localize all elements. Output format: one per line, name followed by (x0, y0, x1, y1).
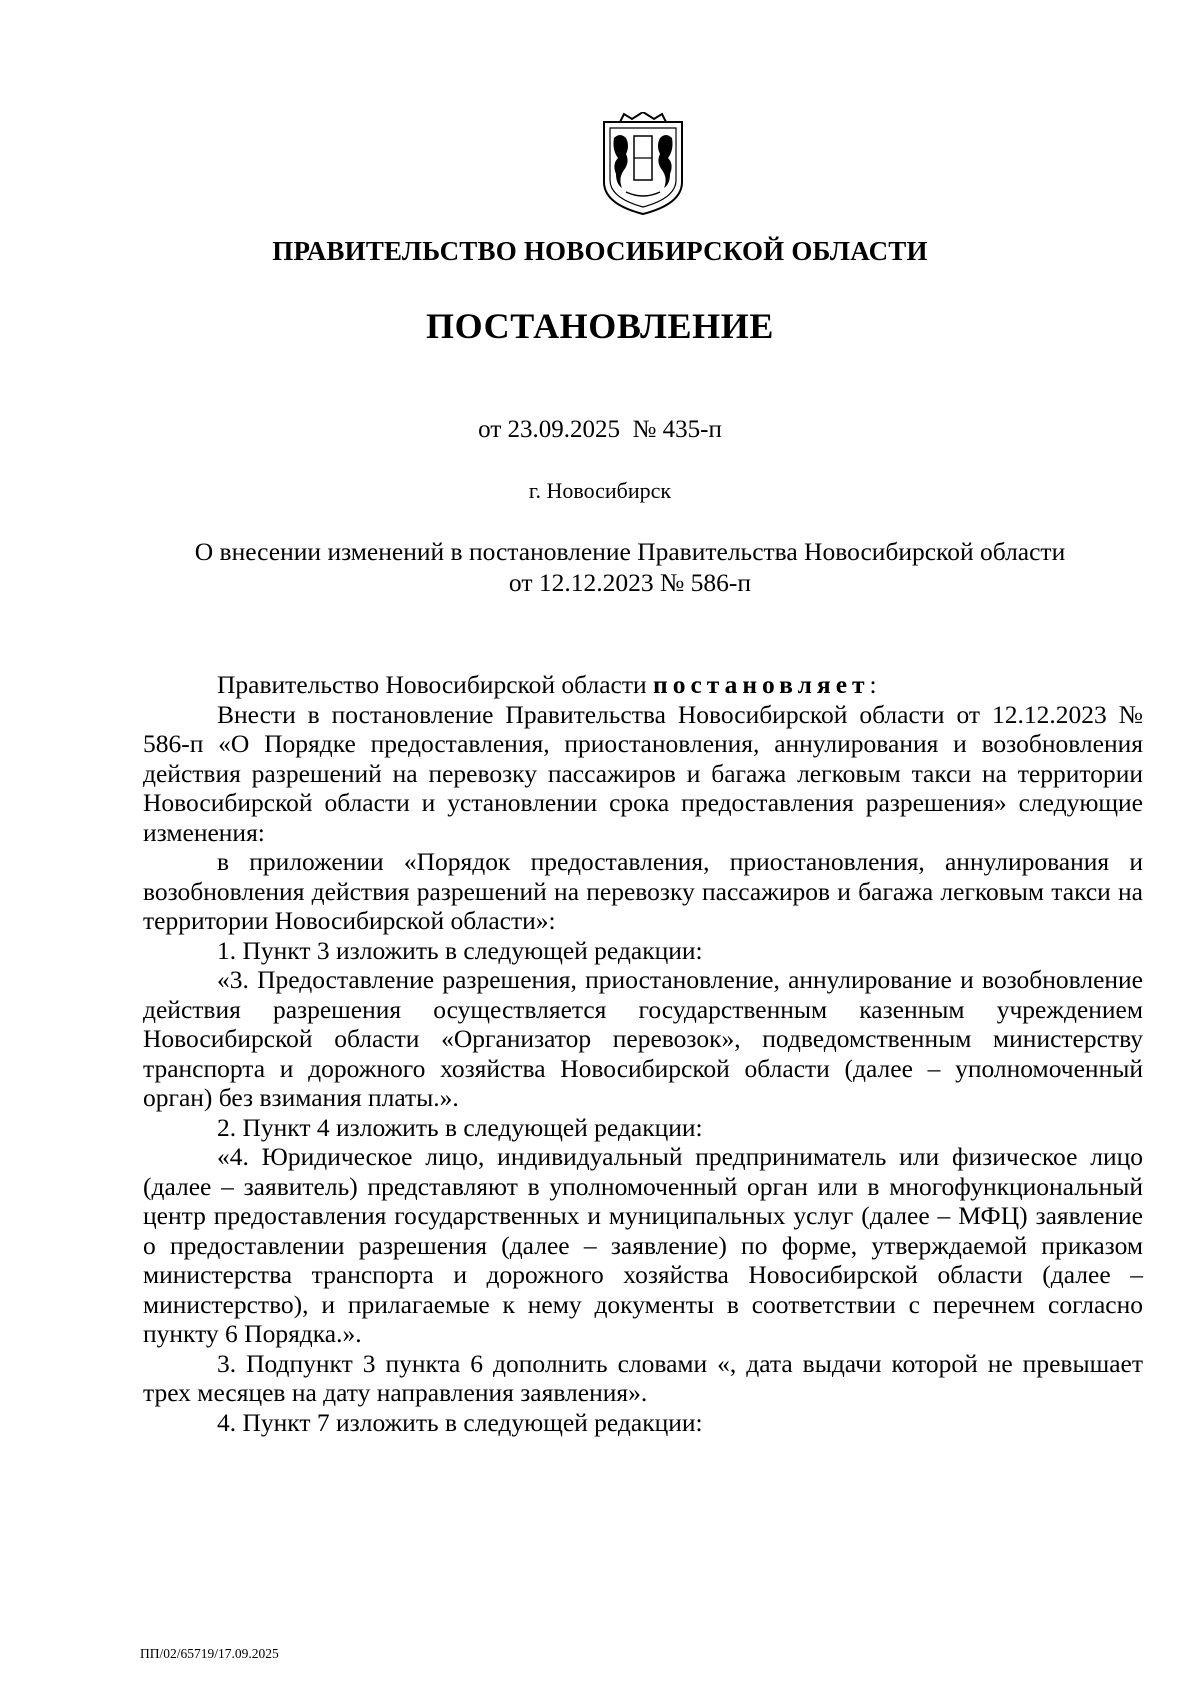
body-paragraph: «3. Предоставление разрешения, приостановление, аннулирование и возобновление действия разрешения осуществляется государственным казенным учреждением Новосибирской области «Организатор перевозок», подведомственным министерству транспорта и дорожного хозяйства Новосибирской области (далее – уполномоченный орган) без взимания платы.». (143, 965, 1143, 1112)
intro-spaced-word: постановляет (653, 670, 870, 699)
coat-of-arms-icon (600, 112, 686, 216)
organization-title: ПРАВИТЕЛЬСТВО НОВОСИБИРСКОЙ ОБЛАСТИ (272, 236, 928, 266)
body-paragraph: 2. Пункт 4 изложить в следующей редакции: (217, 1112, 703, 1142)
intro-lead: Правительство Новосибирской области (217, 670, 653, 699)
date-number-line: от 23.09.2025 № 435-п (478, 416, 722, 443)
document-body (143, 670, 1143, 1437)
document-subject (130, 536, 1130, 598)
subject-line-1: О внесении изменений в постановление Правительства Новосибирской области (194, 537, 1066, 566)
intro-paragraph (143, 670, 1143, 700)
intro-tail: : (869, 670, 877, 699)
body-paragraph: 3. Подпункт 3 пункта 6 дополнить словами «, дата выдачи которой не превышает трех месяцев на дату направления заявления». (143, 1348, 1143, 1407)
body-paragraph: «4. Юридическое лицо, индивидуальный предприниматель или физическое лицо (далее – заявитель) представляют в уполномоченный орган или в многофункциональный центр предоставления государственных и муниципальных услуг (далее – МФЦ) заявление о предоставлении разрешения (далее – заявление) по форме, утверждаемой приказом министерства транспорта и дорожного хозяйства Новосибирской области (далее – министерство), и прилагаемые к нему документы в соответствии с перечнем согласно пункту 6 Порядка.». (143, 1142, 1143, 1348)
footer-document-code: ПП/02/65719/17.09.2025 (140, 1646, 279, 1661)
body-paragraph: 1. Пункт 3 изложить в следующей редакции: (217, 935, 703, 965)
document-type-title: ПОСТАНОВЛЕНИЕ (426, 306, 774, 346)
subject-line-2: от 12.12.2023 № 586-п (508, 568, 752, 597)
body-paragraph: Внести в постановление Правительства Новосибирской области от 12.12.2023 № 586-п «О Порядке предоставления, приостановления, аннулирования и возобновления действия разрешений на перевозку пассажиров и багажа легковым такси на территории Новосибирской области и установлении срока предоставления разрешения» следующие изменения: (143, 699, 1143, 847)
body-paragraph: 4. Пункт 7 изложить в следующей редакции: (217, 1407, 703, 1437)
city-label: г. Новосибирск (528, 478, 672, 503)
body-paragraph: в приложении «Порядок предоставления, приостановления, аннулирования и возобновления действия разрешений на перевозку пассажиров и багажа легковым такси на территории Новосибирской области»: (143, 847, 1143, 935)
